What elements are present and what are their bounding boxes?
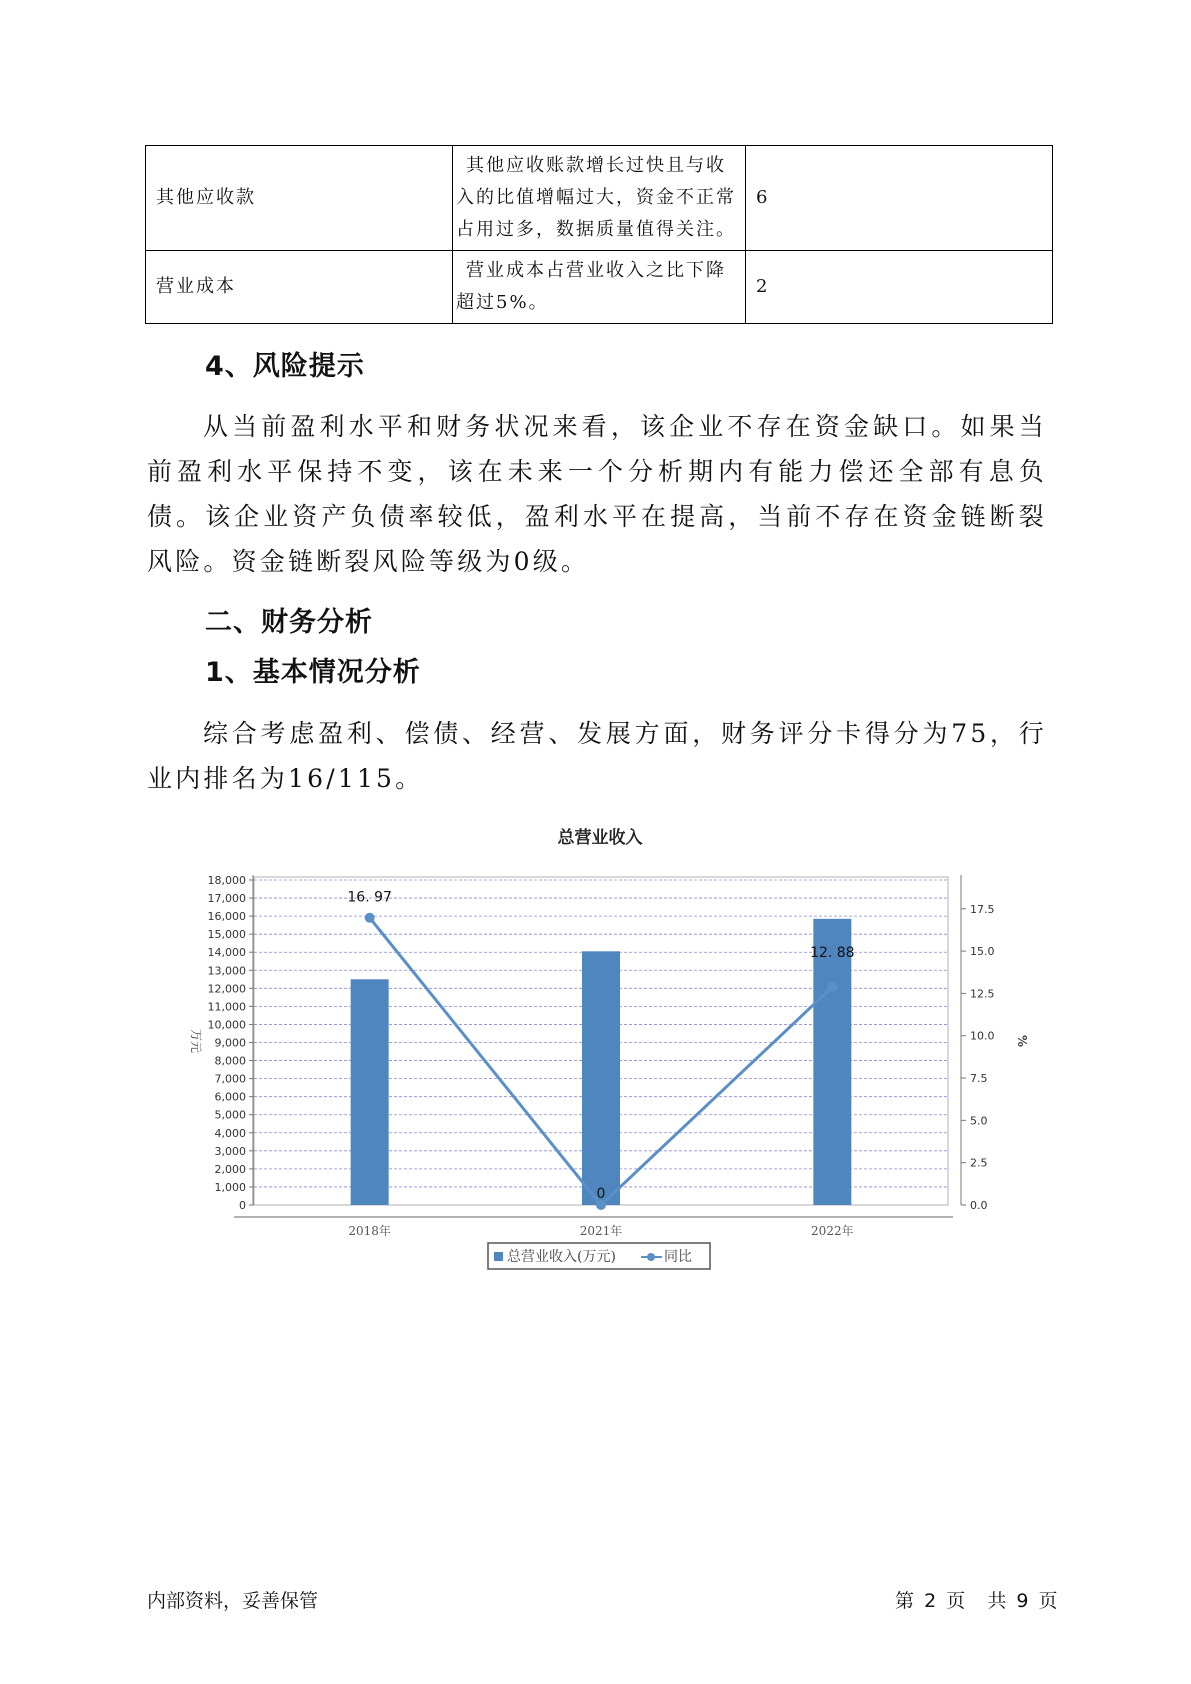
- table-row: [146, 146, 1053, 251]
- indicator-description: 营业成本占营业收入之比下降超过5%。: [453, 251, 746, 324]
- basic-analysis-paragraph: 综合考虑盈利、偿债、经营、发展方面，财务评分卡得分为75，行业内排名为16/115。: [147, 719, 1047, 793]
- y-right-tick-label: 0.0: [970, 1199, 988, 1212]
- y-left-tick-label: 1,000: [214, 1180, 246, 1194]
- y-right-tick-label: 2.5: [970, 1156, 988, 1170]
- y-left-tick-label: 16,000: [207, 910, 246, 924]
- indicator-name: 其他应收款: [146, 146, 453, 251]
- y-left-tick-label: 4,000: [214, 1126, 246, 1140]
- chart-title: 总营业收入: [557, 828, 643, 848]
- y-left-tick-label: 2,000: [214, 1162, 246, 1176]
- y-right-tick-label: 17.5: [970, 902, 995, 916]
- page-indicator: [893, 1586, 1060, 1613]
- y-right-tick-label: 5.0: [970, 1114, 988, 1128]
- indicator-score: 6: [745, 146, 1052, 251]
- y-right-tick-label: 15.0: [970, 945, 995, 959]
- risk-paragraph: 从当前盈利水平和财务状况来看，该企业不存在资金缺口。如果当前盈利水平保持不变，该在未来一个分析期内有能力偿还全部有息负债。该企业资产负债率较低，盈利水平在提高，当前不存在资金链断裂风险。资金链断裂风险等级为0级。: [147, 412, 1047, 576]
- indicator-description: 其他应收账款增长过快且与收入的比值增幅过大，资金不正常占用过多，数据质量值得关注。: [453, 146, 746, 251]
- yoy-point: [827, 982, 837, 992]
- y-left-tick-label: 15,000: [207, 928, 246, 942]
- revenue-chart: [170, 820, 1040, 1280]
- data-label: 12. 88: [810, 944, 855, 961]
- y-left-tick-label: 18,000: [207, 874, 246, 887]
- y-left-tick-label: 8,000: [214, 1054, 246, 1068]
- page-suffix: 页: [946, 1590, 966, 1612]
- y-left-tick-label: 5,000: [214, 1108, 246, 1122]
- risk-indicator-table: [145, 145, 1053, 324]
- basic-analysis-title: 1、基本情况分析: [205, 657, 421, 688]
- y-axis-right-label: %: [1015, 1034, 1029, 1048]
- bar: [813, 919, 851, 1205]
- page-number: 2: [924, 1590, 937, 1612]
- y-left-tick-label: 7,000: [214, 1072, 246, 1086]
- x-tick-label: 2021年: [579, 1224, 623, 1238]
- legend-line-label: 同比: [664, 1249, 692, 1265]
- y-axis-left-label: 万元: [189, 1028, 203, 1054]
- y-left-tick-label: 6,000: [214, 1090, 246, 1104]
- total-suffix: 页: [1038, 1590, 1058, 1612]
- y-left-tick-label: 13,000: [207, 964, 246, 978]
- risk-section-title: 4、风险提示: [205, 351, 365, 382]
- y-right-tick-label: 12.5: [970, 987, 995, 1001]
- data-label: 0: [596, 1186, 606, 1202]
- total-prefix: 共: [987, 1590, 1007, 1612]
- x-tick-label: 2022年: [811, 1224, 854, 1238]
- financial-analysis-title: 二、财务分析: [205, 607, 373, 638]
- y-left-tick-label: 12,000: [207, 982, 246, 996]
- y-right-tick-label: 7.5: [970, 1072, 988, 1086]
- total-pages: 9: [1016, 1590, 1029, 1612]
- data-label: 16. 97: [347, 889, 392, 906]
- legend-bar-label: 总营业收入(万元): [507, 1249, 616, 1265]
- bar: [351, 979, 389, 1205]
- page-prefix: 第: [895, 1590, 915, 1612]
- legend-line-marker: [647, 1253, 655, 1261]
- y-left-tick-label: 14,000: [207, 946, 246, 960]
- indicator-score: 2: [745, 251, 1052, 324]
- indicator-name: 营业成本: [146, 251, 453, 324]
- y-left-tick-label: 0: [239, 1199, 246, 1212]
- y-left-tick-label: 17,000: [207, 892, 246, 906]
- legend-bar-swatch: [494, 1252, 503, 1261]
- y-right-tick-label: 10.0: [970, 1029, 995, 1043]
- chart-legend: [488, 1243, 710, 1269]
- y-left-tick-label: 11,000: [207, 1000, 246, 1014]
- y-left-tick-label: 3,000: [214, 1144, 246, 1158]
- bar: [582, 951, 620, 1205]
- y-left-tick-label: 10,000: [207, 1018, 246, 1032]
- footer-left-note: 内部资料，妥善保管: [147, 1590, 319, 1612]
- table-row: [146, 251, 1053, 324]
- y-left-tick-label: 9,000: [214, 1036, 246, 1050]
- yoy-point: [365, 913, 375, 923]
- x-tick-label: 2018年: [348, 1224, 391, 1238]
